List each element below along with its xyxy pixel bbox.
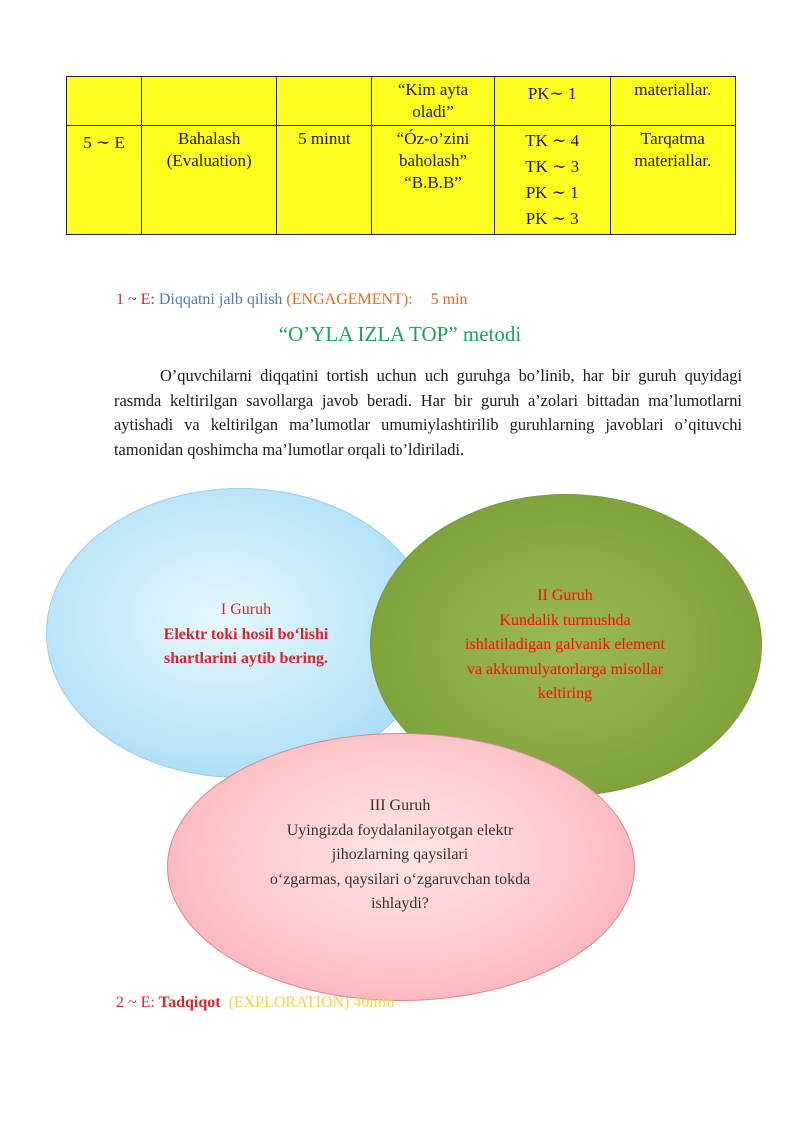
table-cell [67,77,142,126]
group1-question: Elektr toki hosil bo‘lishi [163,625,329,643]
lesson-table [66,76,736,235]
group2-title: II Guruh [537,587,593,604]
table-cell [142,77,277,126]
table-cell [372,126,494,235]
table-cell [142,126,277,235]
paragraph-text: O’quvchilarni diqqatini tortish uchun uch guruhga bo’linib, har bir guruh quyidagi rasmda keltirilgan savollarga javob beradi. Har bir guruh a’zolari bittadan ma’lumotlarni aytishadi va keltirilgan ma’lumotlar umumiylashtirilib guruhlarning javoblari o’qituvchi tamonidan qoshimcha ma’lumotlar orqali to’ldiriladi. [114,366,742,459]
group2-question: ishlatiladigan galvanik element [465,636,665,653]
table-cell [277,77,372,126]
competency-code: PK ∼ 1 [525,183,579,202]
method-name: “Óz-o’zini [396,129,470,148]
engagement-heading [116,291,468,309]
body-paragraph [114,364,742,462]
competency-code: TK ∼ 4 [525,131,580,150]
group1-question: shartlarini aytib bering. [163,650,328,667]
stage-tag: (EXPLORATION) 40min [228,994,395,1011]
table-cell: materiallar. [610,77,735,126]
materials-text: materiallar. [634,151,712,170]
table-cell [610,126,735,235]
stage-label: Diqqatni jalb qilish [158,291,287,308]
stage-prefix: 1 ~ E: [116,291,159,308]
method-name: baholash” [399,151,468,170]
group2-question: va akkumulyatorlarga misollar [466,660,664,678]
stage-name: Bahalash [178,129,241,148]
table-cell [494,126,610,235]
competency-code: TK ∼ 3 [525,157,580,176]
group3-question: o‘zgarmas, qaysilari o‘zgaruvchan tokda [269,870,531,888]
exploration-heading [116,994,394,1012]
competency-code: PK ∼ 3 [525,209,579,228]
group2-question: Kundalik turmushda [499,611,631,629]
table-cell: PK∼ 1 [494,77,610,126]
group3-question: ishlaydi? [371,895,429,912]
group2-question: keltiring [537,685,593,702]
method-name: “B.B.B” [404,173,462,192]
group3-question: Uyingizda foydalanilayotgan elektr [286,821,514,839]
table-row [67,77,736,126]
group3-title: III Guruh [369,797,431,814]
group3-text [215,794,585,917]
stage-prefix: 2 ~ E: [116,994,159,1011]
stage-label: Tadqiqot [158,994,221,1011]
group1-text [96,598,396,672]
table-cell: 5 ∼ E [67,126,142,235]
table-row [67,126,736,235]
table-cell: 5 minut [277,126,372,235]
group2-text [425,584,705,707]
stage-time: 5 min [430,291,468,308]
materials-text: Tarqatma [640,129,705,148]
group3-question: jihozlarning qaysilari [331,846,469,863]
group1-title: I Guruh [220,601,272,618]
stage-tag: (ENGAGEMENT): [286,291,413,308]
stage-name-en: (Evaluation) [166,151,252,170]
method-title: “O’YLA IZLA TOP” metodi [278,322,522,346]
table-cell: “Kim ayta oladi” [372,77,494,126]
